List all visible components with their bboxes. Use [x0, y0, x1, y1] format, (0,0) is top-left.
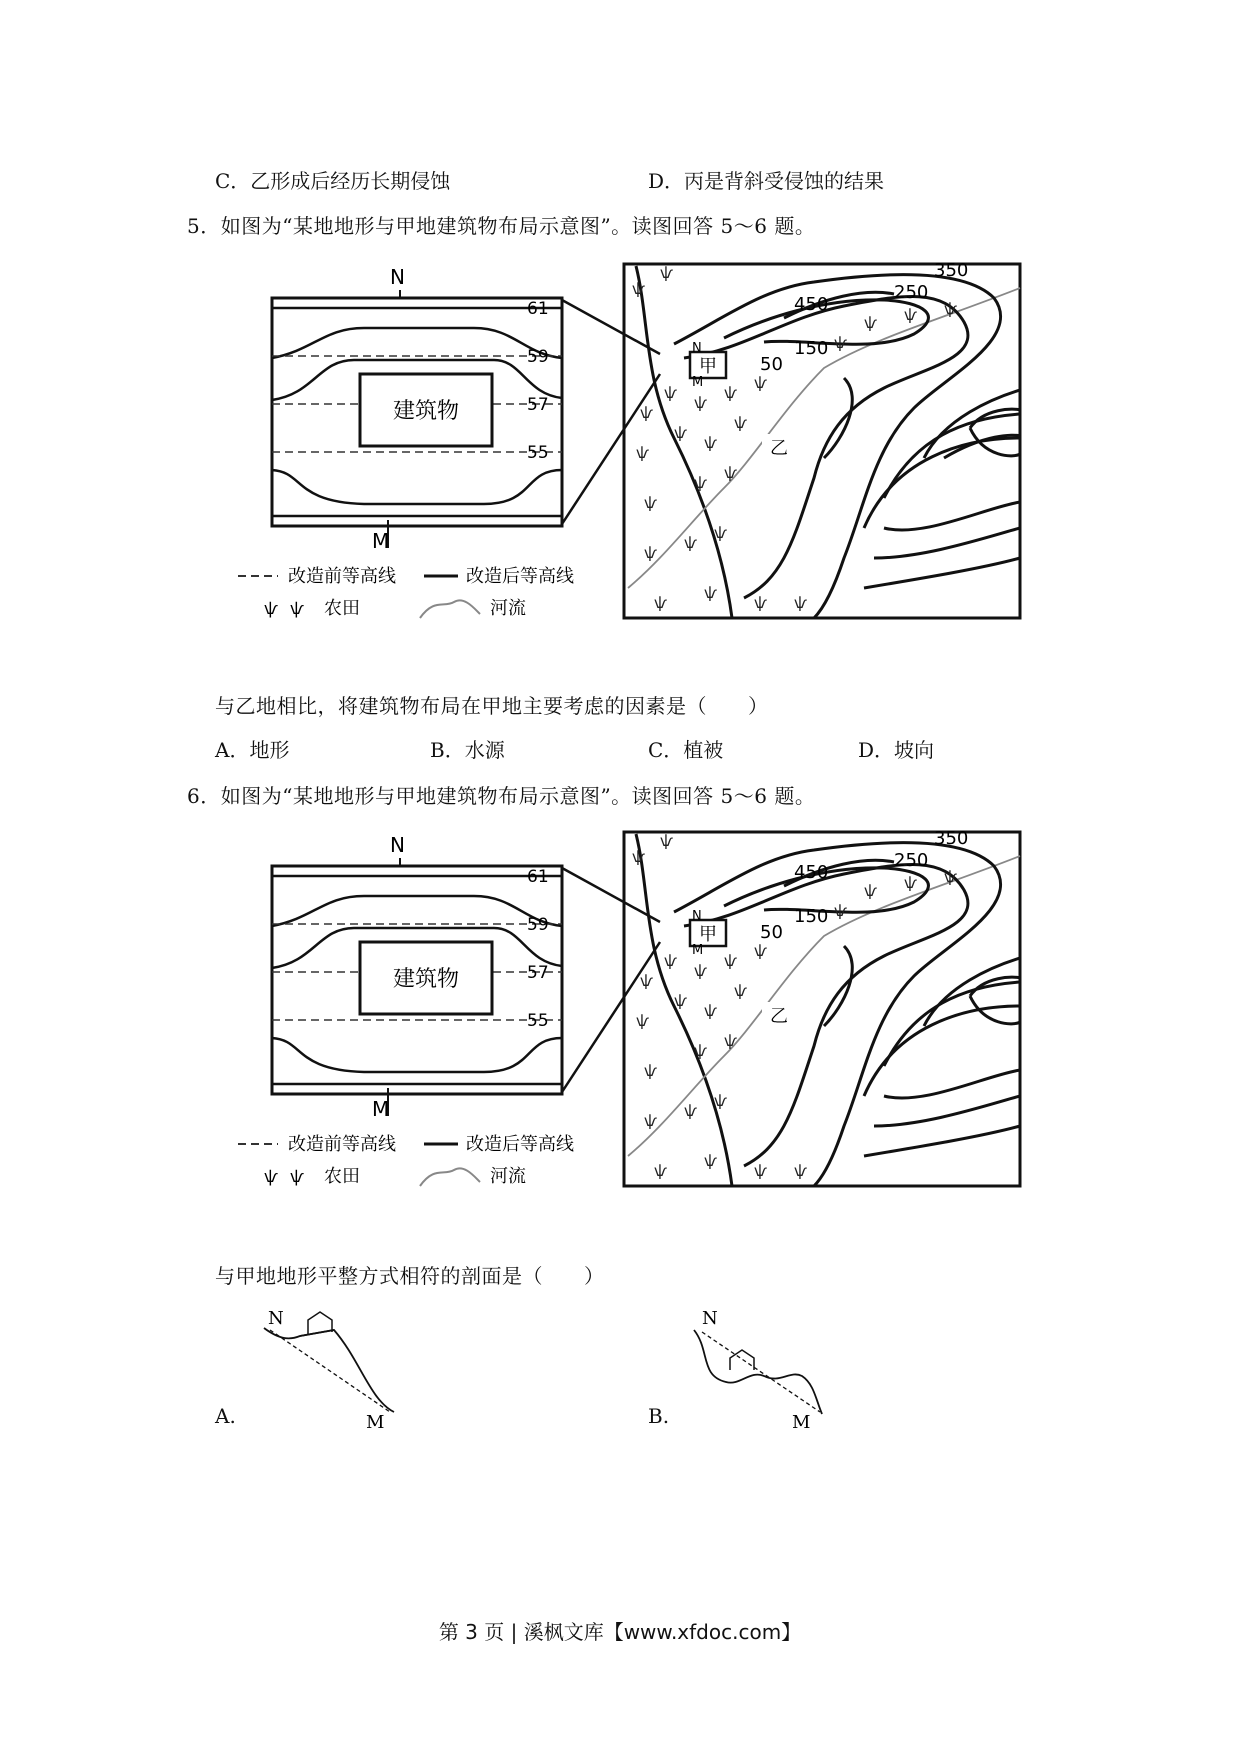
svg-text:ѱ: ѱ — [694, 394, 708, 412]
contour-map — [624, 260, 1020, 618]
svg-text:ѱ: ѱ — [754, 374, 768, 392]
svg-text:ѱ: ѱ — [674, 424, 688, 442]
svg-text:ѱ: ѱ — [644, 1112, 658, 1130]
svg-text:改造前等高线: 改造前等高线 — [288, 1134, 396, 1155]
svg-text:ѱ: ѱ — [724, 1032, 738, 1050]
q5-option-d: D．坡向 — [858, 738, 935, 762]
svg-text:ѱ: ѱ — [704, 434, 718, 452]
svg-text:ѱ: ѱ — [644, 544, 658, 562]
south-label: M — [372, 529, 390, 553]
building-inset — [272, 265, 562, 553]
svg-text:ѱ: ѱ — [674, 992, 688, 1010]
svg-text:农田: 农田 — [324, 1166, 360, 1187]
svg-text:ѱ: ѱ — [754, 942, 768, 960]
legend — [238, 566, 574, 619]
svg-text:ѱ: ѱ — [694, 474, 708, 492]
svg-text:ѱ: ѱ — [632, 848, 646, 866]
svg-text:ѱ: ѱ — [694, 1042, 708, 1060]
legend-river: 河流 — [490, 598, 526, 619]
svg-text:河流: 河流 — [490, 1166, 526, 1187]
svg-text:ѱ: ѱ — [684, 1102, 698, 1120]
q4-option-c: C．乙形成后经历长期侵蚀 — [215, 169, 451, 193]
q5-option-b: B．水源 — [430, 738, 505, 762]
contour-label-50: 50 — [760, 354, 783, 375]
svg-text:450: 450 — [794, 862, 829, 883]
svg-text:ѱ: ѱ — [684, 534, 698, 552]
svg-text:ѱ: ѱ — [660, 264, 674, 282]
terrain-figure-q6 — [224, 826, 1024, 1196]
svg-text:ѱ: ѱ — [714, 1092, 728, 1110]
svg-text:350: 350 — [934, 828, 969, 849]
svg-text:ѱ: ѱ — [290, 599, 305, 618]
svg-text:改造后等高线: 改造后等高线 — [466, 1134, 574, 1155]
svg-text:ѱ: ѱ — [636, 444, 650, 462]
q6-question: 与甲地地形平整方式相符的剖面是（ ） — [215, 1264, 605, 1288]
svg-text:55: 55 — [527, 1011, 549, 1031]
svg-text:ѱ: ѱ — [290, 1167, 305, 1186]
svg-text:N: N — [268, 1308, 284, 1329]
svg-text:ѱ: ѱ — [724, 384, 738, 402]
svg-text:ѱ: ѱ — [660, 832, 674, 850]
terrain-figure-q5 — [224, 258, 1024, 628]
svg-text:ѱ: ѱ — [704, 584, 718, 602]
site-jia-label: 甲 — [699, 356, 717, 377]
svg-text:ѱ: ѱ — [264, 599, 279, 618]
svg-text:乙: 乙 — [770, 1006, 788, 1027]
svg-text:ѱ: ѱ — [704, 1002, 718, 1020]
svg-text:ѱ: ѱ — [794, 1162, 808, 1180]
north-label: N — [390, 265, 405, 289]
profile-b — [680, 1300, 840, 1430]
q4-option-d: D．丙是背斜受侵蚀的结果 — [648, 169, 885, 193]
svg-text:M: M — [792, 1412, 811, 1430]
legend-farmland: 农田 — [324, 598, 360, 619]
building-label: 建筑物 — [392, 399, 460, 424]
contour-label-250: 250 — [894, 282, 929, 303]
legend-before: 改造前等高线 — [288, 566, 396, 587]
page-footer: 第 3 页 | 溪枫文库【www.xfdoc.com】 — [438, 1620, 802, 1644]
svg-text:N: N — [702, 1308, 718, 1329]
q5-option-a: A．地形 — [215, 738, 290, 762]
svg-text:ѱ: ѱ — [654, 1162, 668, 1180]
svg-text:ѱ: ѱ — [864, 882, 878, 900]
legend-after: 改造后等高线 — [466, 566, 574, 587]
svg-text:ѱ: ѱ — [864, 314, 878, 332]
svg-text:ѱ: ѱ — [636, 1012, 650, 1030]
q5-option-c: C．植被 — [648, 738, 724, 762]
site-yi-label: 乙 — [770, 438, 788, 459]
contour-label-450: 450 — [794, 294, 829, 315]
svg-text:ѱ: ѱ — [664, 384, 678, 402]
svg-text:ѱ: ѱ — [904, 874, 918, 892]
contour-label-61: 61 — [527, 299, 549, 319]
svg-text:ѱ: ѱ — [734, 414, 748, 432]
after-contour — [272, 328, 562, 358]
contour-label-350: 350 — [934, 260, 969, 281]
svg-text:ѱ: ѱ — [264, 1167, 279, 1186]
q6-option-b: B. — [648, 1404, 670, 1428]
svg-text:ѱ: ѱ — [754, 594, 768, 612]
svg-text:50: 50 — [760, 922, 783, 943]
svg-text:ѱ: ѱ — [904, 306, 918, 324]
svg-text:ѱ: ѱ — [694, 962, 708, 980]
svg-text:ѱ: ѱ — [944, 868, 958, 886]
svg-text:ѱ: ѱ — [794, 594, 808, 612]
svg-text:M: M — [372, 1097, 390, 1121]
svg-text:甲: 甲 — [699, 924, 717, 945]
svg-text:ѱ: ѱ — [834, 902, 848, 920]
q5-stem: 5．如图为“某地地形与甲地建筑物布局示意图”。读图回答 5～6 题。 — [187, 214, 816, 238]
svg-text:150: 150 — [794, 906, 829, 927]
svg-text:ѱ: ѱ — [704, 1152, 718, 1170]
svg-text:ѱ: ѱ — [654, 594, 668, 612]
svg-text:N: N — [692, 909, 702, 924]
svg-text:250: 250 — [894, 850, 929, 871]
svg-text:ѱ: ѱ — [724, 952, 738, 970]
svg-text:N: N — [390, 833, 405, 857]
svg-text:ѱ: ѱ — [640, 972, 654, 990]
contour-label-59: 59 — [527, 347, 549, 367]
contour-label-57: 57 — [527, 395, 549, 415]
svg-text:N: N — [692, 341, 702, 356]
svg-text:ѱ: ѱ — [640, 404, 654, 422]
q5-question: 与乙地相比，将建筑物布局在甲地主要考虑的因素是（ ） — [215, 694, 769, 718]
svg-text:ѱ: ѱ — [632, 280, 646, 298]
svg-text:ѱ: ѱ — [834, 334, 848, 352]
svg-text:M: M — [692, 943, 704, 958]
svg-text:ѱ: ѱ — [714, 524, 728, 542]
svg-text:ѱ: ѱ — [754, 1162, 768, 1180]
profile-a — [250, 1300, 410, 1430]
svg-text:ѱ: ѱ — [644, 1062, 658, 1080]
svg-text:建筑物: 建筑物 — [392, 967, 460, 992]
svg-text:59: 59 — [527, 915, 549, 935]
q6-stem: 6．如图为“某地地形与甲地建筑物布局示意图”。读图回答 5～6 题。 — [187, 784, 816, 808]
q6-option-a: A. — [215, 1404, 236, 1428]
svg-text:M: M — [692, 375, 704, 390]
svg-text:ѱ: ѱ — [944, 300, 958, 318]
contour-label-150: 150 — [794, 338, 829, 359]
svg-text:M: M — [366, 1412, 385, 1430]
contour-label-55: 55 — [527, 443, 549, 463]
svg-text:ѱ: ѱ — [644, 494, 658, 512]
svg-text:61: 61 — [527, 867, 549, 887]
svg-text:57: 57 — [527, 963, 549, 983]
svg-text:ѱ: ѱ — [664, 952, 678, 970]
svg-text:ѱ: ѱ — [734, 982, 748, 1000]
svg-text:ѱ: ѱ — [724, 464, 738, 482]
